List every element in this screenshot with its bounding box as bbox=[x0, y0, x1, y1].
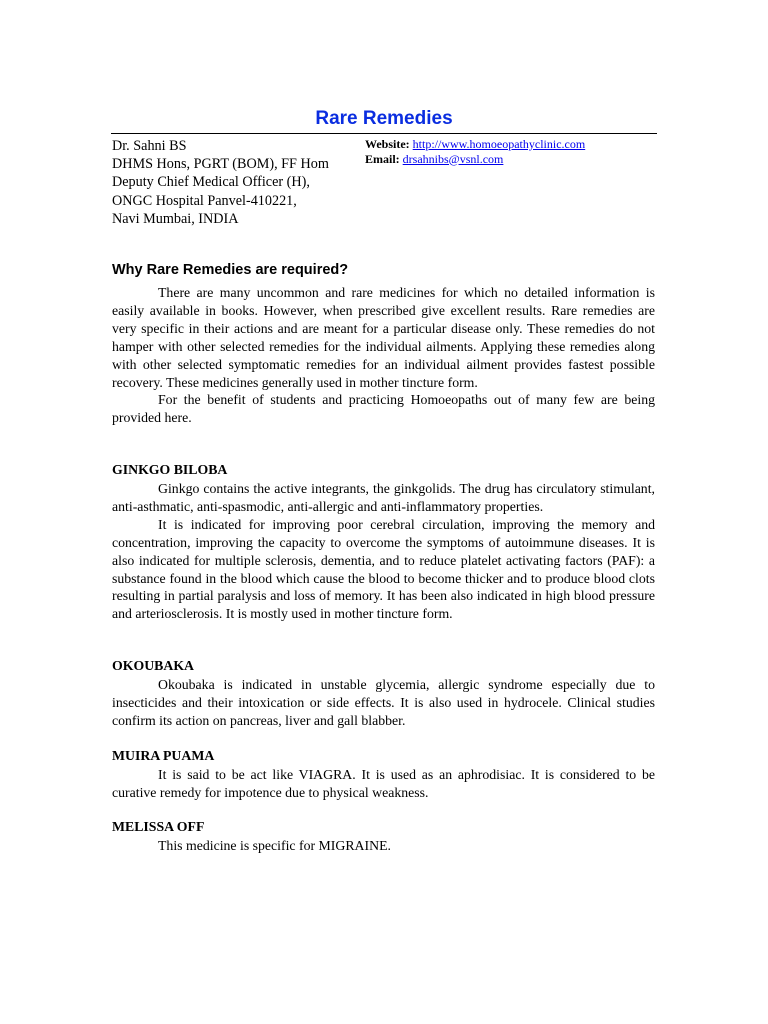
title-divider bbox=[111, 133, 657, 134]
email-line bbox=[365, 152, 585, 167]
remedy-paragraph: It is said to be act like VIAGRA. It is used as an aphrodisiac. It is considered to be curative remedy for impotence due to physical weakness. bbox=[112, 767, 655, 800]
contact-block bbox=[365, 137, 585, 166]
website-link[interactable]: http://www.homoeopathyclinic.com bbox=[412, 137, 586, 151]
author-hospital: ONGC Hospital Panvel-410221, bbox=[112, 192, 297, 209]
remedy-heading-okoubaka: OKOUBAKA bbox=[112, 658, 195, 673]
section-heading: Why Rare Remedies are required? bbox=[112, 262, 349, 278]
intro-section bbox=[112, 284, 655, 427]
author-location: Navi Mumbai, INDIA bbox=[112, 210, 239, 227]
website-label: Website: bbox=[365, 137, 410, 151]
remedy-body-melissa bbox=[112, 837, 655, 855]
remedy-body-ginkgo bbox=[112, 480, 655, 623]
remedy-paragraph: Okoubaka is indicated in unstable glycemia, allergic syndrome especially due to insecticides and their intoxication or side effects. It is also used in hydrocele. Clinical studies confirm its action on pancreas, liver and gall blabber. bbox=[112, 677, 655, 728]
remedy-heading-ginkgo: GINKGO BILOBA bbox=[112, 462, 228, 477]
remedy-paragraph: It is indicated for improving poor cerebral circulation, improving the memory and concentration, improving the capacity to overcome the symptoms of autoimmune diseases. It is also indicated for multiple sclerosis, dementia, and to reduce platelet activating factors (PAF): a substance found in the blood which cause the blood to become thicker and to produce blood clots resulting in partial paralysis and loss of memory. It has been also indicated in high blood pressure and arteriosclerosis. It is mostly used in mother tincture form. bbox=[112, 516, 655, 622]
email-link[interactable]: drsahnibs@vsnl.com bbox=[402, 151, 504, 166]
remedy-heading-muira-puama: MUIRA PUAMA bbox=[112, 748, 215, 763]
remedy-paragraph: This medicine is specific for MIGRAINE. bbox=[158, 838, 391, 853]
remedy-heading-melissa: MELISSA OFF bbox=[112, 819, 205, 834]
remedy-body-okoubaka bbox=[112, 676, 655, 730]
intro-paragraph: For the benefit of students and practicing Homoeopaths out of many few are being provided here. bbox=[112, 392, 655, 426]
email-label: Email: bbox=[365, 151, 400, 166]
page-title: Rare Remedies bbox=[315, 108, 453, 129]
author-qualifications: DHMS Hons, PGRT (BOM), FF Hom bbox=[112, 156, 329, 173]
intro-paragraph: There are many uncommon and rare medicines for which no detailed information is easily available in books. However, when prescribed give excellent results. Rare remedies are very specific in their actions and are meant for a particular disease only. These remedies do not hamper with other selected remedies for the individual ailments. Applying these remedies along with other selected symptomatic remedies for an individual ailment provides fastest possible recovery. These medicines generally used in mother tincture form. bbox=[112, 285, 655, 390]
author-position: Deputy Chief Medical Officer (H), bbox=[112, 174, 310, 191]
remedy-paragraph: Ginkgo contains the active integrants, the ginkgolids. The drug has circulatory stimulant, anti-asthmatic, anti-spasmodic, anti-allergic and anti-inflammatory properties. bbox=[112, 481, 655, 514]
author-name: Dr. Sahni BS bbox=[112, 138, 187, 154]
remedy-body-muira-puama bbox=[112, 766, 655, 802]
author-block bbox=[112, 137, 329, 228]
website-line bbox=[365, 137, 585, 152]
